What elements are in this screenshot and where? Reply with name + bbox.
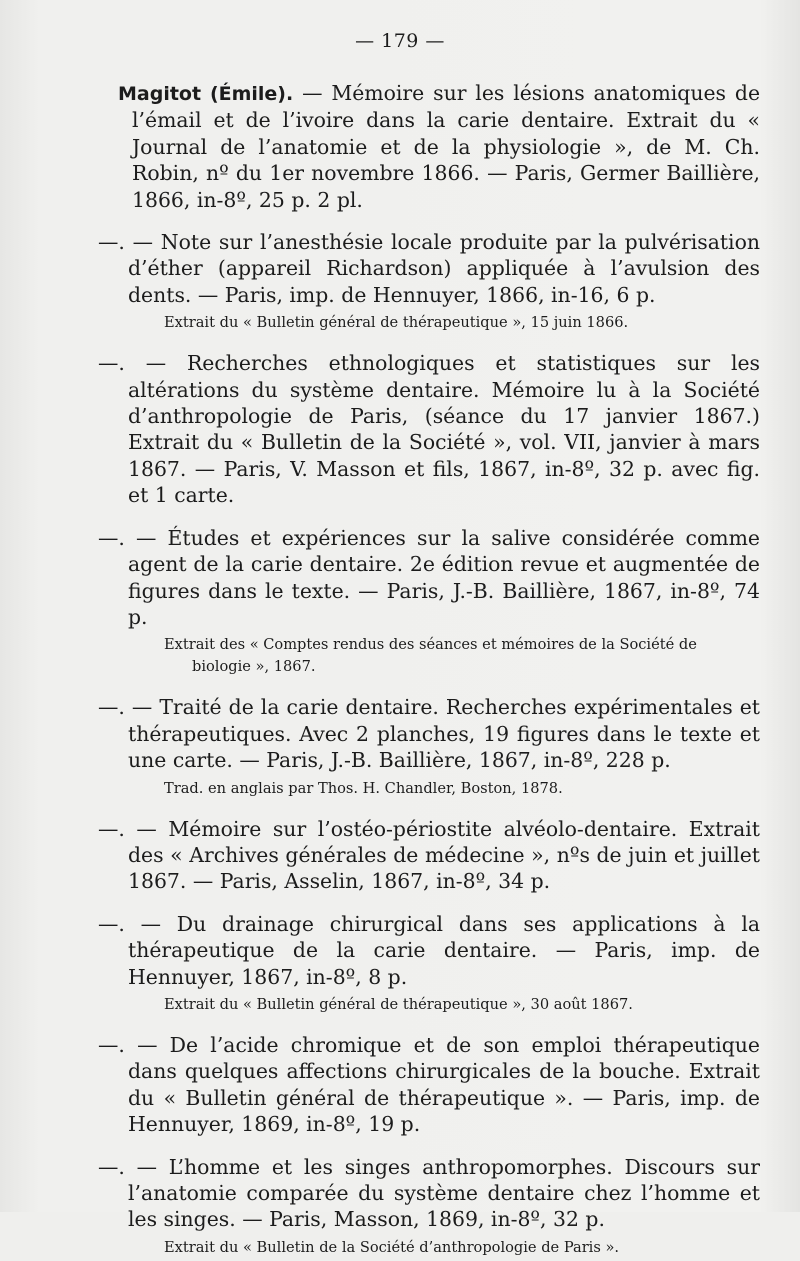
entry-text: — Mémoire sur les lésions anatomiques de l’émail et de l’ivoire dans la carie dentaire. Extrait du « Journal de l’anatomie et de la physiologie », de M. Ch. Robin, nº du 1er novembre 1866. — Paris, Germer Baillière, 1866, in-8º, 25 p. 2 pl. bbox=[132, 81, 761, 212]
entry-note: Trad. en anglais par Thos. H. Chandler, Boston, 1878. bbox=[164, 779, 563, 797]
entry-note: Extrait du « Bulletin général de thérapeutique », 15 juin 1866. bbox=[164, 314, 629, 332]
entry-text: —. — Du drainage chirurgical dans ses applications à la thérapeutique de la carie dentaire. — Paris, imp. de Hennuyer, 1867, in-8º, 8 p. bbox=[98, 911, 760, 989]
entry-text: —. — Traité de la carie dentaire. Recherches expérimentales et thérapeutiques. Avec 2 planches, 19 figures dans le texte et une carte. — Paris, J.-B. Baillière, 1867, in-8º, 228 p. bbox=[98, 695, 760, 773]
entry-text: —. — L’homme et les singes anthropomorphes. Discours sur l’anatomie comparée du système dentaire chez l’homme et les singes. — Paris, Masson, 1869, in-8º, 32 p. bbox=[98, 1154, 760, 1232]
bibliography-entry bbox=[98, 350, 760, 508]
author-name: Magitot bbox=[118, 83, 202, 105]
bibliography-entry bbox=[98, 1032, 760, 1138]
entry-note: Extrait du « Bulletin général de thérapeutique », 30 août 1867. bbox=[164, 995, 633, 1013]
entry-text: —. — Recherches ethnologiques et statistiques sur les altérations du système dentaire. Mémoire lu à la Société d’anthropologie de Paris, (séance du 17 janvier 1867.) Extrait du « Bulletin de la Société », vol. VII, janvier à mars 1867. — Paris, V. Masson et fils, 1867, in-8º, 32 p. avec fig. et 1 carte. bbox=[98, 351, 760, 508]
author-given-name: (Émile). bbox=[209, 83, 294, 105]
page-number: — 179 — bbox=[355, 30, 445, 52]
bibliography-entry bbox=[98, 1154, 760, 1259]
bibliography-entry bbox=[98, 911, 760, 1016]
bibliography-entry bbox=[98, 816, 760, 895]
bibliography-entry bbox=[98, 229, 760, 334]
bibliography-list bbox=[98, 80, 760, 1261]
entry-text: —. — Études et expériences sur la salive considérée comme agent de la carie dentaire. 2e édition revue et augmentée de figures dans le texte. — Paris, J.-B. Baillière, 1867, in-8º, 74 p. bbox=[98, 525, 760, 629]
bibliography-entry bbox=[98, 694, 760, 799]
entry-note: Extrait des « Comptes rendus des séances et mémoires de la Société de biologie », 1867. bbox=[164, 636, 697, 676]
entry-text: —. — Mémoire sur l’ostéo-périostite alvéolo-dentaire. Extrait des « Archives générales de médecine », nºs de juin et juillet 1867. — Paris, Asselin, 1867, in-8º, 34 p. bbox=[98, 816, 760, 894]
entry-note: Extrait du « Bulletin de la Société d’anthropologie de Paris ». bbox=[164, 1238, 620, 1256]
bibliography-entry bbox=[98, 525, 760, 679]
entry-text: —. — Note sur l’anesthésie locale produite par la pulvérisation d’éther (appareil Richardson) appliquée à l’avulsion des dents. — Paris, imp. de Hennuyer, 1866, in-16, 6 p. bbox=[98, 230, 760, 307]
entry-text: —. — De l’acide chromique et de son emploi thérapeutique dans quelques affections chirurgicales de la bouche. Extrait du « Bulletin général de thérapeutique ». — Paris, imp. de Hennuyer, 1869, in-8º, 19 p. bbox=[98, 1032, 760, 1137]
bibliography-entry bbox=[98, 80, 760, 213]
